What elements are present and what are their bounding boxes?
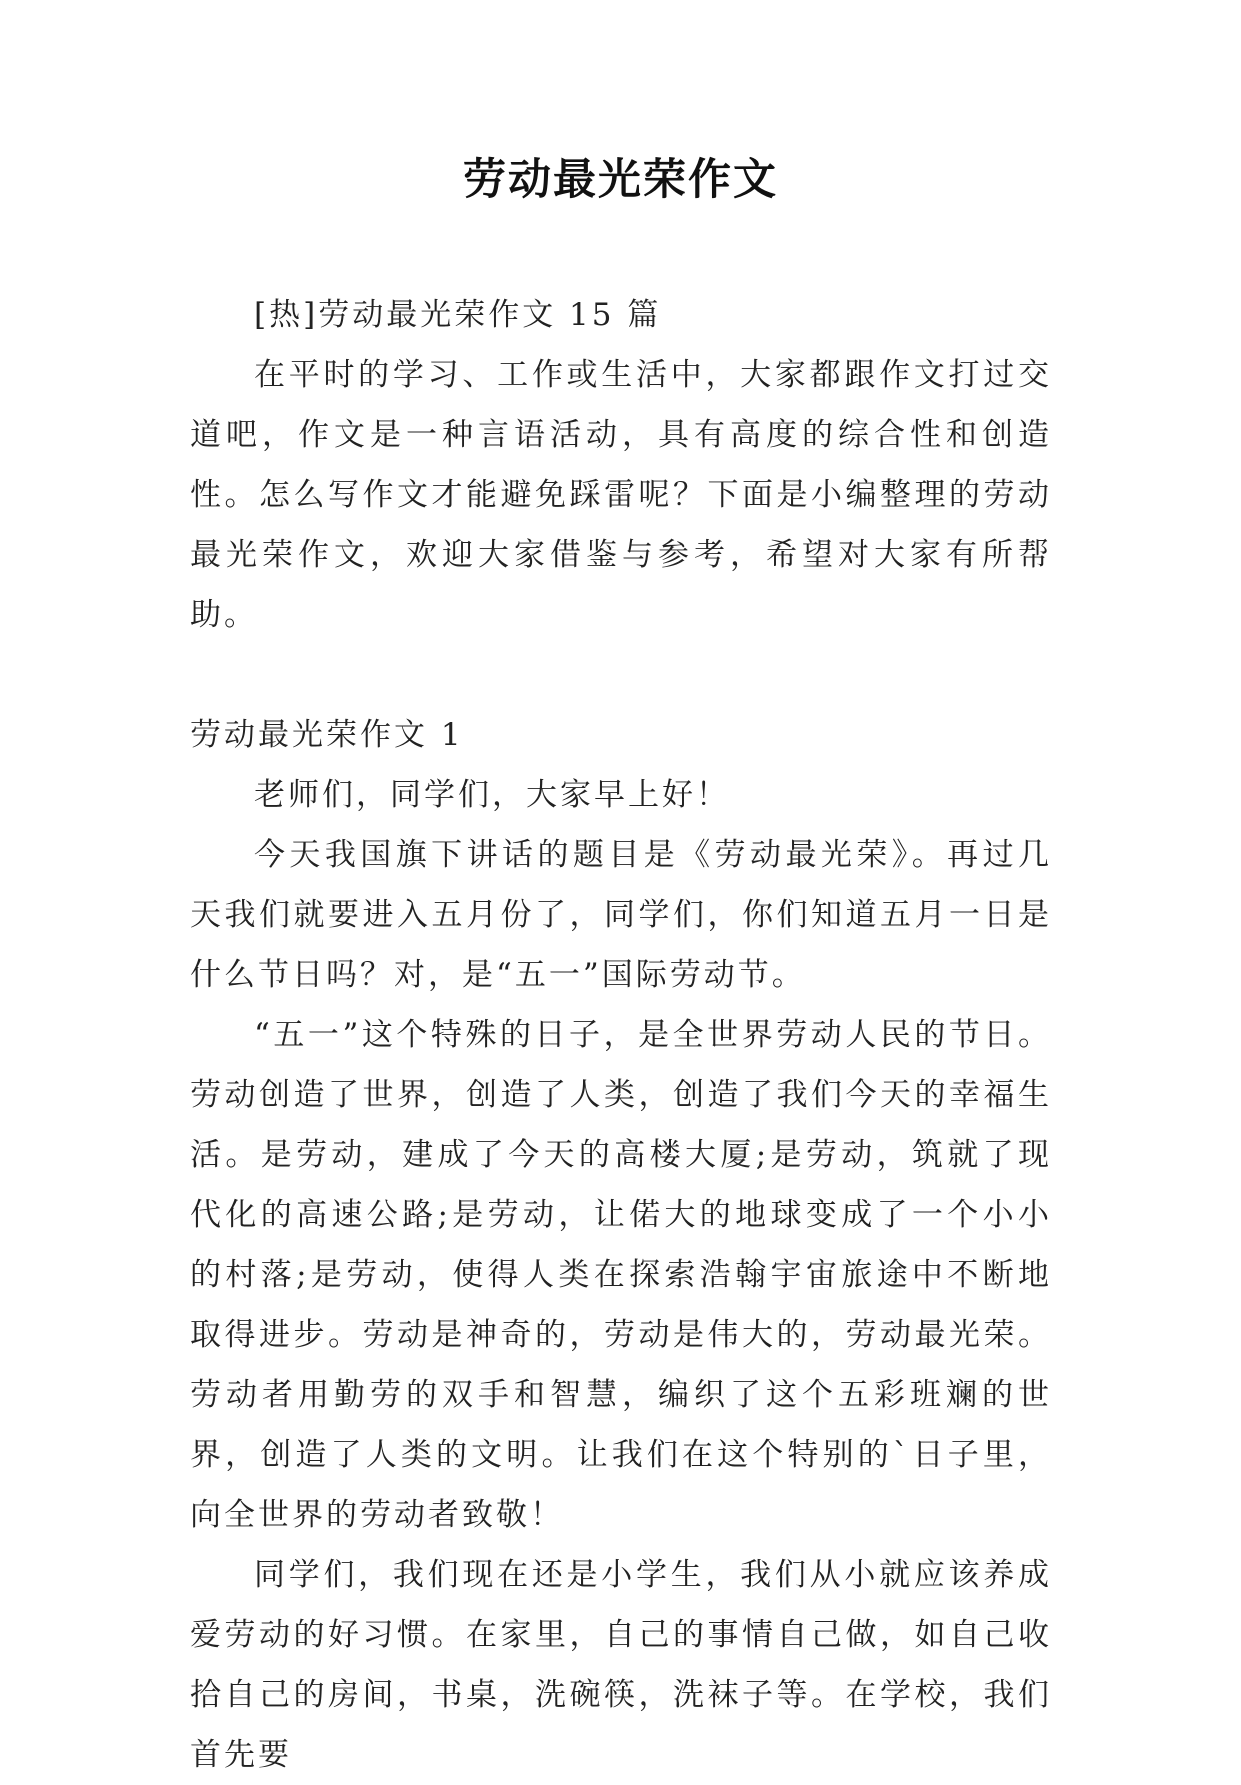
intro-paragraph: 在平时的学习、工作或生活中，大家都跟作文打过交道吧，作文是一种言语活动，具有高度的综合性和创造性。怎么写作文才能避免踩雷呢？下面是小编整理的劳动最光荣作文，欢迎大家借鉴与参考，希望对大家有所帮助。 (190, 357, 1052, 633)
body-paragraph: 今天我国旗下讲话的题目是《劳动最光荣》。再过几天我们就要进入五月份了，同学们，你们知道五月一日是什么节日吗？对，是“五一”国际劳动节。 (190, 837, 1052, 993)
body-paragraph: “五一”这个特殊的日子，是全世界劳动人民的节日。劳动创造了世界，创造了人类，创造了我们今天的幸福生活。是劳动，建成了今天的高楼大厦;是劳动，筑就了现代化的高速公路;是劳动，让偌大的地球变成了一个小小的村落;是劳动，使得人类在探索浩翰宇宙旅途中不断地取得进步。劳动是神奇的，劳动是伟大的，劳动最光荣。劳动者用勤劳的双手和智慧，编织了这个五彩班斓的世界，创造了人类的文明。让我们在这个特别的`日子里，向全世界的劳动者致敬！ (190, 1017, 1052, 1533)
body-paragraph: 老师们，同学们，大家早上好！ (254, 777, 730, 813)
body-paragraph: 同学们，我们现在还是小学生，我们从小就应该养成爱劳动的好习惯。在家里，自己的事情自己做，如自己收拾自己的房间，书桌，洗碗筷，洗袜子等。在学校，我们首先要 (190, 1557, 1052, 1773)
section-heading: 劳动最光荣作文 1 (190, 717, 464, 753)
document-title: 劳动最光荣作文 (463, 155, 778, 205)
document-body (190, 285, 1052, 1785)
paragraph-gap (190, 645, 1052, 705)
document-subtitle: [热]劳动最光荣作文 15 篇 (254, 297, 662, 333)
